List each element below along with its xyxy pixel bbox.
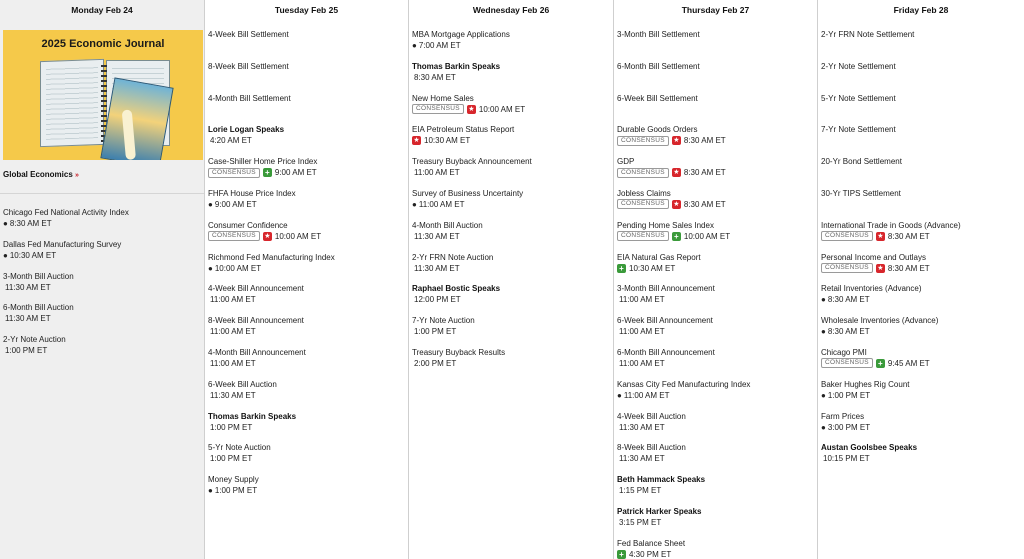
event-time: 7:00 AM ET [418,41,461,50]
event-time-row [208,485,408,496]
event-item[interactable] [617,408,817,440]
event-time: 8:30 AM ET [827,327,870,337]
consensus-badge[interactable]: CONSENSUS [617,231,669,241]
event-name[interactable]: Lorie Logan Speaks [208,125,285,135]
event-item[interactable] [208,312,408,344]
event-item[interactable] [208,344,408,376]
event-name[interactable]: Baker Hughes Rig Count [821,379,910,389]
event-item[interactable] [3,268,204,300]
event-time: 10:00 AM ET [683,231,731,241]
event-name[interactable]: International Trade in Goods (Advance) [821,220,961,230]
event-item[interactable] [208,121,408,153]
event-time-row [412,199,613,210]
event-time: 8:30 AM ET [887,263,930,273]
event-time: 1:00 PM ET [5,346,48,356]
event-time-row [821,263,1024,274]
event-time: 4:30 PM ET [629,549,672,559]
consensus-badge[interactable]: CONSENSUS [617,136,669,146]
event-item[interactable] [412,26,613,58]
event-name[interactable]: Treasury Buyback Results [412,347,506,357]
event-time: 9:00 AM ET [214,199,257,209]
event-time: 3:15 PM ET [619,517,662,527]
event-item[interactable] [208,471,408,503]
event-item[interactable] [208,185,408,217]
event-time-row [3,250,204,261]
event-time: 12:00 PM ET [414,295,461,305]
global-economics-link[interactable] [3,170,204,179]
event-item[interactable] [208,249,408,281]
event-time: 11:30 AM ET [5,282,51,292]
event-name[interactable]: Chicago Fed National Activity Index [3,208,129,217]
event-name[interactable]: 5-Yr Note Auction [208,443,271,453]
event-time-row [208,199,408,210]
event-item[interactable] [617,280,817,312]
day-header: Wednesday Feb 26 [472,5,550,15]
event-time: 10:00 AM ET [214,263,262,273]
event-time-row [821,294,1024,305]
bullet-icon: ● [208,263,213,273]
event-name[interactable]: FHFA House Price Index [208,188,296,198]
event-time-row [821,326,1024,337]
star-icon: ★ [264,232,271,240]
event-time-row [208,135,408,146]
event-item[interactable] [208,408,408,440]
star-icon: ★ [673,200,680,208]
event-time: 1:00 PM ET [210,454,253,464]
event-time-row [208,422,408,433]
plus-icon: + [672,232,681,241]
event-name[interactable]: 20-Yr Bond Settlement [821,157,902,167]
event-time-row [3,218,204,229]
event-item[interactable] [617,503,817,535]
event-time: 11:00 AM ET [619,358,665,368]
bullet-icon: ● [821,327,826,337]
event-time: 8:30 AM ET [414,72,456,82]
event-time: 8:30 AM ET [827,295,870,305]
event-item[interactable] [617,376,817,408]
event-time-row [821,422,1024,433]
event-item[interactable] [3,299,204,331]
event-name[interactable]: 3-Month Bill Announcement [617,284,715,294]
event-item[interactable] [208,217,408,249]
event-item[interactable] [208,439,408,471]
event-item[interactable] [412,90,613,122]
bullet-icon: ● [821,390,826,400]
event-time-row [821,358,1024,369]
event-name[interactable]: 3-Month Bill Auction [3,271,74,281]
event-name[interactable]: 8-Week Bill Auction [617,443,686,453]
event-time-row [412,358,613,369]
consensus-badge[interactable]: CONSENSUS [617,168,669,178]
consensus-badge[interactable]: CONSENSUS [821,358,873,368]
event-time-row [208,453,408,464]
event-time-row [617,231,817,242]
event-item[interactable] [821,439,1024,471]
event-item[interactable] [208,58,408,90]
event-time: 11:00 AM ET [210,358,256,368]
bullet-icon: ● [208,486,213,496]
event-name[interactable]: 8-Week Bill Settlement [208,61,289,71]
event-name[interactable]: 4-Week Bill Auction [617,411,686,421]
event-time: 3:00 PM ET [827,422,871,432]
event-name[interactable]: Personal Income and Outlays [821,252,926,262]
event-name[interactable]: Consumer Confidence [208,220,288,230]
day-column-friday [818,0,1024,559]
event-name[interactable]: Pending Home Sales Index [617,220,714,230]
star-icon: ★ [413,137,420,145]
event-time: 11:00 AM ET [414,168,460,178]
event-name[interactable]: 4-Month Bill Auction [412,220,483,230]
event-item[interactable] [617,185,817,217]
plus-icon: + [263,168,272,177]
event-time: 1:00 PM ET [210,422,253,432]
event-time-row [412,326,613,337]
event-time: 1:00 PM ET [414,327,457,337]
event-item[interactable] [821,376,1024,408]
event-name[interactable]: Thomas Barkin Speaks [208,411,297,421]
event-item[interactable] [208,153,408,185]
event-name[interactable]: 2-Yr FRN Note Settlement [821,30,915,39]
event-item[interactable] [412,249,613,281]
event-list [818,18,1024,471]
event-item[interactable] [821,26,1024,58]
event-name[interactable]: 4-Week Bill Settlement [208,30,289,39]
event-time-row [617,358,817,369]
journal-page-left [40,59,104,147]
star-icon: ★ [877,264,884,272]
day-header: Monday Feb 24 [71,5,133,15]
event-time-row [208,263,408,274]
event-time: 10:30 AM ET [424,136,471,146]
event-list [614,18,817,559]
event-item[interactable] [617,121,817,153]
event-item[interactable] [617,90,817,122]
event-name[interactable]: Fed Balance Sheet [617,538,686,548]
event-item[interactable] [821,280,1024,312]
event-time: 8:30 AM ET [683,168,726,178]
event-time: 8:30 AM ET [9,219,52,228]
bullet-icon: ● [412,41,417,50]
event-name[interactable]: GDP [617,157,635,167]
event-time: 11:00 AM ET [619,327,665,337]
event-name[interactable]: Case-Shiller Home Price Index [208,157,318,167]
event-name[interactable]: 2-Yr FRN Note Auction [412,252,494,262]
day-column-tuesday [205,0,409,559]
event-name[interactable]: 7-Yr Note Settlement [821,125,896,135]
event-name[interactable]: 4-Month Bill Announcement [208,347,306,357]
event-name[interactable]: 4-Month Bill Settlement [208,93,291,103]
event-name[interactable]: Treasury Buyback Announcement [412,157,532,167]
event-time-row [821,453,1024,464]
event-item[interactable] [617,249,817,281]
event-time-row [208,231,408,242]
consensus-badge[interactable]: CONSENSUS [208,168,260,178]
event-name[interactable]: Austan Goolsbee Speaks [821,443,918,453]
event-item[interactable] [821,58,1024,90]
day-header: Friday Feb 28 [893,5,949,15]
event-item[interactable] [617,58,817,90]
event-name[interactable]: Richmond Fed Manufacturing Index [208,252,335,262]
event-time-row [412,294,613,305]
event-item[interactable] [821,312,1024,344]
event-item[interactable] [412,312,613,344]
plus-icon: + [617,550,626,559]
event-time: 4:20 AM ET [210,136,252,146]
bullet-icon: ● [3,250,8,260]
event-name[interactable]: 6-Month Bill Auction [3,303,74,313]
event-time: 11:30 AM ET [619,454,665,464]
event-name[interactable]: MBA Mortgage Applications [412,30,510,39]
event-time-row [617,453,817,464]
event-item[interactable] [617,26,817,58]
event-time: 10:00 AM ET [478,104,526,114]
consensus-badge[interactable]: CONSENSUS [617,199,669,209]
event-name[interactable]: New Home Sales [412,93,474,103]
bullet-icon: ● [821,422,826,432]
event-time: 10:30 AM ET [9,250,57,260]
bullet-icon: ● [3,219,8,228]
star-icon: ★ [673,137,680,145]
event-item[interactable] [821,408,1024,440]
event-time: 10:15 PM ET [823,454,870,464]
event-time-row [3,313,204,324]
event-time: 1:15 PM ET [619,486,662,496]
consensus-badge[interactable]: CONSENSUS [821,263,873,273]
event-item[interactable] [617,471,817,503]
event-name[interactable]: 6-Week Bill Settlement [617,93,698,103]
plus-icon: + [876,359,885,368]
event-time-row [617,485,817,496]
event-time-row [412,135,613,146]
event-name[interactable]: 5-Yr Note Settlement [821,93,896,103]
event-name[interactable]: Farm Prices [821,411,865,421]
event-item[interactable] [617,153,817,185]
event-name[interactable]: 6-Month Bill Settlement [617,61,700,71]
event-time-row [617,390,817,401]
event-list [0,194,204,363]
bullet-icon: ● [617,390,622,400]
event-time: 1:00 PM ET [827,390,871,400]
event-time-row [208,326,408,337]
event-item[interactable] [208,90,408,122]
day-column-thursday [614,0,818,559]
event-time: 8:30 AM ET [887,231,930,241]
event-item[interactable] [208,280,408,312]
event-time: 10:30 AM ET [629,263,676,273]
event-item[interactable] [617,439,817,471]
event-item[interactable] [208,376,408,408]
event-time-row [617,167,817,178]
event-name[interactable]: Beth Hammack Speaks [617,475,706,485]
event-time-row [617,199,817,210]
event-name[interactable]: Wholesale Inventories (Advance) [821,316,939,326]
event-time: 11:30 AM ET [210,390,256,400]
event-time: 10:00 AM ET [274,231,322,241]
event-time: 11:00 AM ET [623,390,670,400]
economic-journal-promo[interactable] [3,30,203,160]
consensus-badge[interactable]: CONSENSUS [821,231,873,241]
event-time: 11:30 AM ET [5,314,51,324]
event-time-row [821,231,1024,242]
day-header: Thursday Feb 27 [681,5,750,15]
event-name[interactable]: 4-Week Bill Announcement [208,284,304,294]
event-name[interactable]: Money Supply [208,475,259,485]
event-item[interactable] [412,153,613,185]
event-time-row [208,294,408,305]
event-time-row [821,390,1024,401]
event-time-row [617,326,817,337]
event-name[interactable]: 6-Week Bill Auction [208,379,277,389]
event-item[interactable] [821,185,1024,217]
event-name[interactable]: 2-Yr Note Auction [3,335,66,345]
event-name[interactable]: 30-Yr TIPS Settlement [821,188,901,198]
event-item[interactable] [208,26,408,58]
event-name[interactable]: Retail Inventories (Advance) [821,284,922,294]
event-name[interactable]: 2-Yr Note Settlement [821,61,896,71]
event-name[interactable]: Chicago PMI [821,347,867,357]
event-time: 11:00 AM ET [210,327,256,337]
event-name[interactable]: 3-Month Bill Settlement [617,30,700,39]
event-time: 9:00 AM ET [274,168,317,178]
event-time-row [617,517,817,528]
event-item[interactable] [3,204,204,236]
event-time: 8:30 AM ET [683,136,726,146]
event-time: 2:00 PM ET [414,358,457,368]
day-column-monday [0,0,205,559]
event-time-row [3,282,204,293]
global-economics-label: Global Economics [3,170,73,179]
event-name[interactable]: EIA Natural Gas Report [617,252,701,262]
event-time-row [412,231,613,242]
event-item[interactable] [412,185,613,217]
event-item[interactable] [821,344,1024,376]
event-time-row [208,390,408,401]
event-time: 11:30 AM ET [414,231,460,241]
event-time: 8:30 AM ET [683,199,726,209]
event-item[interactable] [412,217,613,249]
journal-cover [100,77,173,160]
bullet-icon: ● [208,199,213,209]
promo-title: 2025 Economic Journal [41,38,165,50]
bullet-icon: ● [412,199,417,209]
event-time: 11:00 AM ET [418,199,465,209]
chevron-right-icon: » [75,172,79,179]
consensus-badge[interactable]: CONSENSUS [412,104,464,114]
bullet-icon: ● [821,295,826,305]
event-time-row [412,72,613,83]
event-item[interactable] [3,331,204,363]
event-item[interactable] [412,344,613,376]
event-time-row [412,104,613,115]
event-name[interactable]: 6-Week Bill Announcement [617,316,713,326]
event-name[interactable]: Kansas City Fed Manufacturing Index [617,379,751,389]
event-time-row [208,358,408,369]
event-time-row [617,549,817,559]
event-time-row [617,135,817,146]
event-item[interactable] [821,249,1024,281]
day-header: Tuesday Feb 25 [274,5,339,15]
event-item[interactable] [617,312,817,344]
event-item[interactable] [3,236,204,268]
event-time-row [617,263,817,274]
event-time: 1:00 PM ET [214,486,258,496]
star-icon: ★ [468,105,475,113]
event-item[interactable] [412,280,613,312]
day-column-wednesday [409,0,614,559]
event-time: 11:00 AM ET [619,295,665,305]
event-time-row [412,40,613,51]
event-name[interactable]: Patrick Harker Speaks [617,506,702,516]
event-time-row [412,167,613,178]
event-name[interactable]: 7-Yr Note Auction [412,316,475,326]
event-list [409,18,613,376]
event-item[interactable] [617,535,817,559]
event-item[interactable] [617,217,817,249]
star-icon: ★ [673,169,680,177]
event-item[interactable] [617,344,817,376]
event-name[interactable]: Durable Goods Orders [617,125,698,135]
event-name[interactable]: Jobless Claims [617,188,671,198]
event-time-row [617,294,817,305]
star-icon: ★ [877,232,884,240]
plus-icon: + [617,264,626,273]
event-time: 9:45 AM ET [887,358,930,368]
event-item[interactable] [412,121,613,153]
event-time: 11:30 AM ET [619,422,665,432]
event-name[interactable]: 8-Week Bill Announcement [208,316,304,326]
event-time: 11:00 AM ET [210,295,256,305]
event-time-row [3,345,204,356]
event-item[interactable] [412,58,613,90]
event-name[interactable]: EIA Petroleum Status Report [412,125,515,135]
consensus-badge[interactable]: CONSENSUS [208,231,260,241]
event-name[interactable]: Thomas Barkin Speaks [412,61,501,71]
event-name[interactable]: 6-Month Bill Announcement [617,347,715,357]
event-time: 11:30 AM ET [414,263,460,273]
event-item[interactable] [821,217,1024,249]
event-name[interactable]: Dallas Fed Manufacturing Survey [3,239,122,249]
event-name[interactable]: Raphael Bostic Speaks [412,284,501,294]
event-item[interactable] [821,153,1024,185]
event-list [205,18,408,503]
event-time-row [208,167,408,178]
event-item[interactable] [821,121,1024,153]
event-time-row [412,263,613,274]
event-item[interactable] [821,90,1024,122]
event-time-row [617,422,817,433]
event-name[interactable]: Survey of Business Uncertainty [412,188,524,198]
